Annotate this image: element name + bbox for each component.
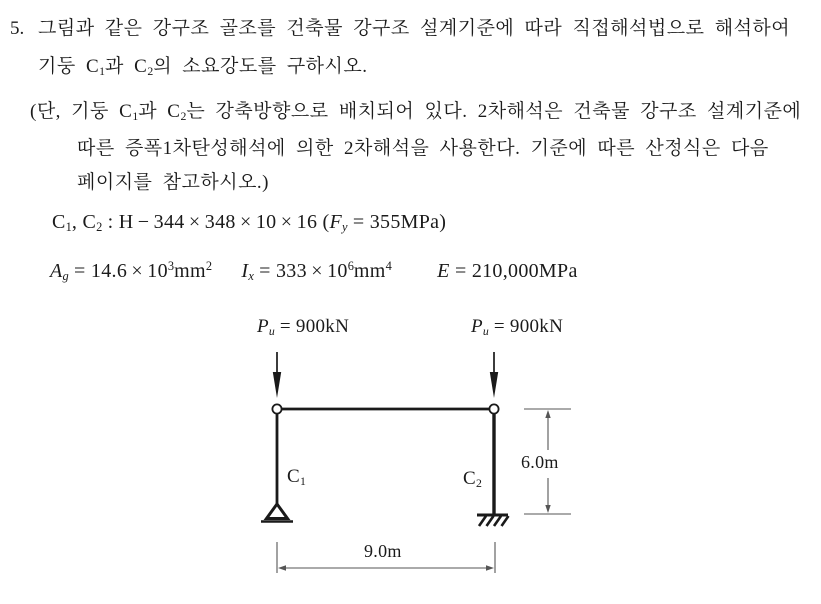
property-gross-area: $A_g = 14.6 \times 10^3mm^2$ bbox=[50, 259, 213, 283]
note-line1: (단, 기둥 $C_1$과 $C_2$는 강축방향으로 배치되어 있다. 2차해석은 건축물 강구조 설계기준에 bbox=[30, 101, 802, 123]
pin-joint-right-icon bbox=[489, 404, 498, 413]
property-moment-of-inertia: $I_x = 333 \times 10^6mm^4$ bbox=[241, 259, 392, 283]
note-line3: 페이지를 참고하시오.) bbox=[77, 172, 270, 193]
column-label-c1: $C_1$ bbox=[287, 466, 306, 488]
dim-height-arrow-down-icon bbox=[545, 505, 550, 513]
section-spec-line: $C_1$, $C_2$ : H − 344 × 348 × 10 × 16 $(F_y = 355MPa)$ bbox=[52, 211, 447, 235]
load-label-right: $P_u = 900kN$ bbox=[471, 316, 564, 338]
statement-text-line1: 그림과 같은 강구조 골조를 건축물 강구조 설계기준에 따라 직접해석법으로 해석하여 bbox=[38, 18, 791, 39]
dim-height-label: 6.0m bbox=[521, 452, 559, 472]
dim-span-arrow-right-icon bbox=[486, 565, 494, 570]
dim-height-arrow-up-icon bbox=[545, 410, 550, 418]
dim-span-arrow-left-icon bbox=[278, 565, 286, 570]
problem-statement-line2: 기둥 $C_1$과 $C_2$의 소요강도를 구하시오. bbox=[38, 56, 368, 78]
property-elastic-modulus: E = 210,000MPa bbox=[437, 259, 578, 282]
load-label-left: $P_u = 900kN$ bbox=[257, 316, 350, 338]
column-label-c2: $C_2$ bbox=[463, 468, 482, 490]
load-arrow-left-head-icon bbox=[273, 372, 281, 398]
fixed-support-right-hatching-icon bbox=[479, 516, 509, 526]
load-arrow-right-head-icon bbox=[490, 372, 498, 398]
dim-span-label: 9.0m bbox=[364, 541, 402, 561]
pin-joint-left-icon bbox=[272, 404, 281, 413]
pin-support-left-icon bbox=[267, 504, 288, 519]
problem-number: 5. bbox=[10, 18, 25, 39]
note-line2: 따른 증폭1차탄성해석에 의한 2차해석을 사용한다. 기준에 따른 산정식은 다음 bbox=[77, 138, 769, 159]
